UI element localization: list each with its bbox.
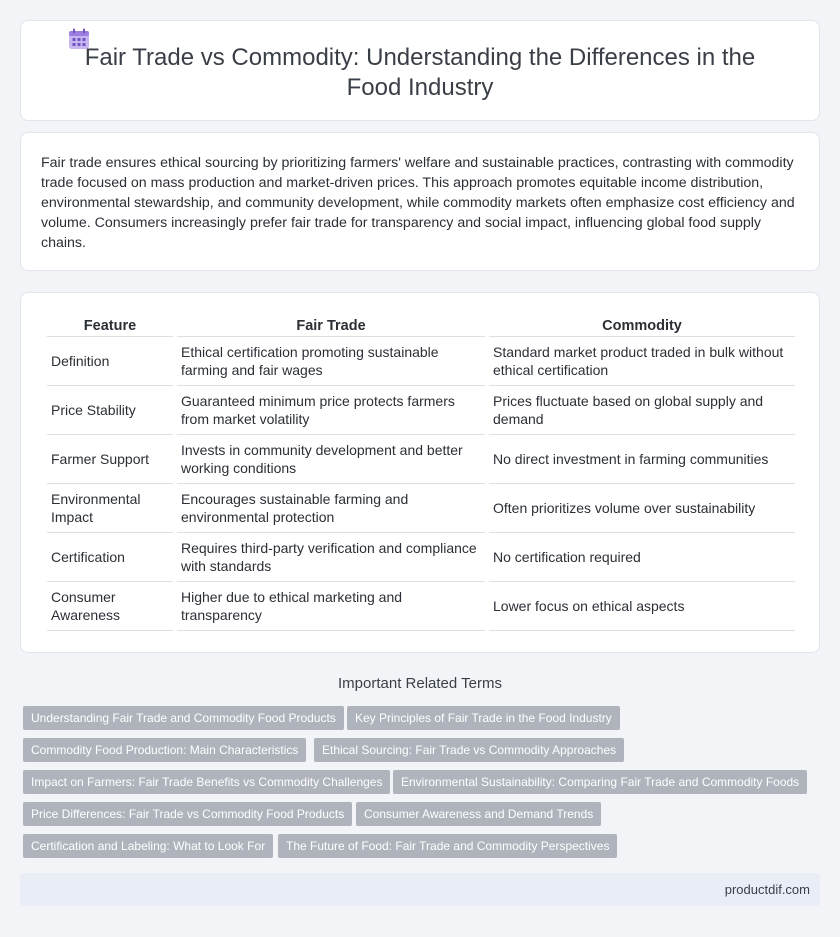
header-fair-trade: Fair Trade xyxy=(177,315,485,337)
commodity-cell: No certification required xyxy=(489,533,795,582)
page-title: Fair Trade vs Commodity: Understanding the Differences in the Food Industry xyxy=(84,44,756,101)
related-tag-link[interactable]: Certification and Labeling: What to Look For xyxy=(23,834,273,858)
fair-trade-cell: Ethical certification promoting sustainable farming and fair wages xyxy=(177,337,485,386)
related-tag-link[interactable]: Price Differences: Fair Trade vs Commodity Food Products xyxy=(23,802,352,826)
feature-cell: Definition xyxy=(47,337,173,386)
commodity-cell: Often prioritizes volume over sustainability xyxy=(489,484,795,533)
feature-cell: Farmer Support xyxy=(47,435,173,484)
related-tag-link[interactable]: Key Principles of Fair Trade in the Food Industry xyxy=(347,706,620,730)
intro-paragraph: Fair trade ensures ethical sourcing by prioritizing farmers' welfare and sustainable practices, contrasting with commodity trade focused on mass production and market-driven prices. This approach promotes equitable income distribution, environmental stewardship, and community development, while commodity markets often emphasize cost efficiency and volume. Consumers increasingly prefer fair trade for transparency and social impact, influencing global food supply chains. xyxy=(41,155,795,251)
related-tag-link[interactable]: The Future of Food: Fair Trade and Commodity Perspectives xyxy=(278,834,617,858)
fair-trade-cell: Requires third-party verification and compliance with standards xyxy=(177,533,485,582)
commodity-cell: Lower focus on ethical aspects xyxy=(489,582,795,631)
related-tag-link[interactable]: Consumer Awareness and Demand Trends xyxy=(356,802,601,826)
footer-bar xyxy=(20,873,820,906)
feature-cell: Certification xyxy=(47,533,173,582)
table-row xyxy=(47,337,795,386)
fair-trade-cell: Guaranteed minimum price protects farmers from market volatility xyxy=(177,386,485,435)
table-row xyxy=(47,435,795,484)
header-feature: Feature xyxy=(47,315,173,337)
fair-trade-cell: Invests in community development and better working conditions xyxy=(177,435,485,484)
table-row xyxy=(47,533,795,582)
feature-cell: Environmental Impact xyxy=(47,484,173,533)
commodity-cell: Prices fluctuate based on global supply and demand xyxy=(489,386,795,435)
comparison-table-card xyxy=(20,292,820,653)
header-card xyxy=(20,20,820,121)
related-tag-link[interactable]: Environmental Sustainability: Comparing Fair Trade and Commodity Foods xyxy=(393,770,807,794)
feature-cell: Consumer Awareness xyxy=(47,582,173,631)
fair-trade-cell: Higher due to ethical marketing and transparency xyxy=(177,582,485,631)
table-row xyxy=(47,386,795,435)
table-row xyxy=(47,582,795,631)
related-tag-link[interactable]: Understanding Fair Trade and Commodity Food Products xyxy=(23,706,344,730)
comparison-table xyxy=(43,315,799,631)
related-tag-link[interactable]: Impact on Farmers: Fair Trade Benefits vs Commodity Challenges xyxy=(23,770,390,794)
commodity-cell: Standard market product traded in bulk without ethical certification xyxy=(489,337,795,386)
table-row xyxy=(47,484,795,533)
commodity-cell: No direct investment in farming communities xyxy=(489,435,795,484)
feature-cell: Price Stability xyxy=(47,386,173,435)
related-tag-link[interactable]: Ethical Sourcing: Fair Trade vs Commodity Approaches xyxy=(314,738,624,762)
intro-card xyxy=(20,132,820,271)
related-terms-heading: Important Related Terms xyxy=(338,675,502,692)
table-header-row xyxy=(47,315,795,337)
fair-trade-cell: Encourages sustainable farming and environmental protection xyxy=(177,484,485,533)
related-tag-link[interactable]: Commodity Food Production: Main Characteristics xyxy=(23,738,306,762)
header-commodity: Commodity xyxy=(489,315,795,337)
footer-site-name: productdif.com xyxy=(724,882,810,897)
